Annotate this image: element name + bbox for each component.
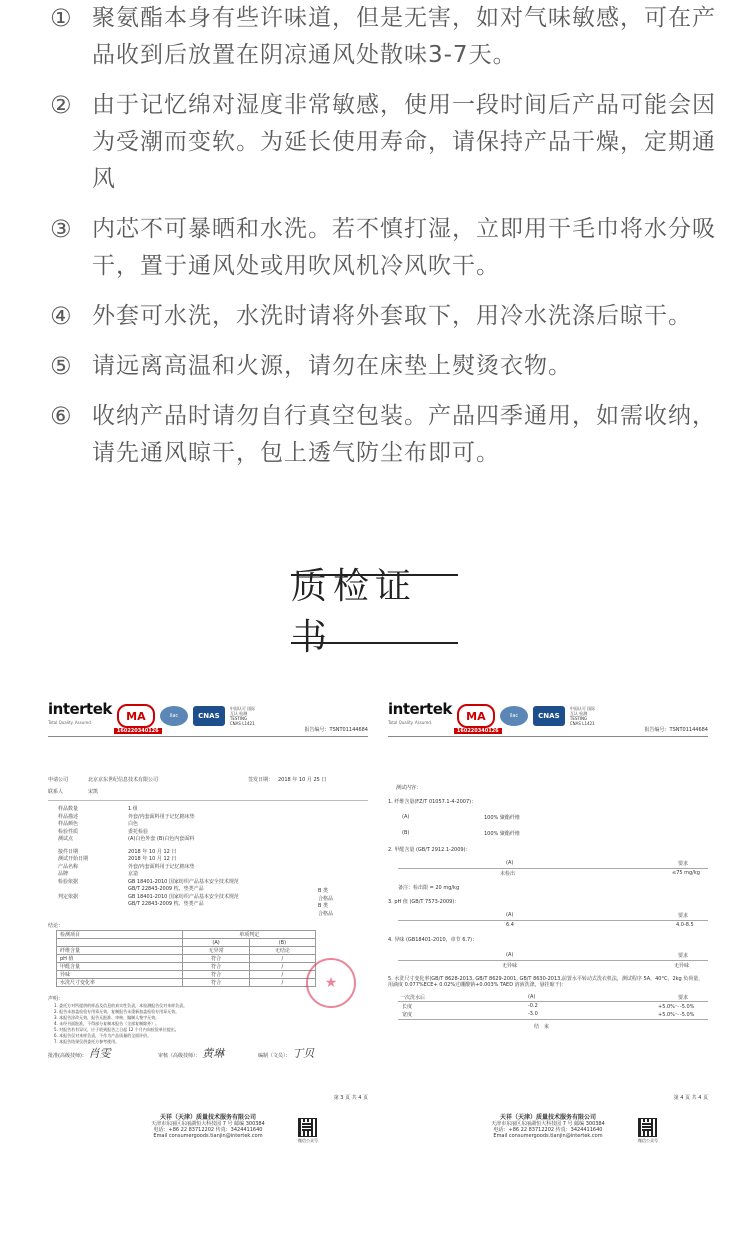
note-item xyxy=(50,211,730,285)
sign-label: 批准(高级技师)： xyxy=(48,1053,87,1059)
field-value: 2018 年 10 月 12 日 xyxy=(128,848,177,855)
sign-label: 编制（文员）： xyxy=(258,1053,291,1059)
ma-badge-icon xyxy=(116,704,159,734)
ma-badge-icon xyxy=(456,704,499,734)
contact-label: 联系人 xyxy=(48,789,64,795)
s5-result: -3.0 xyxy=(528,1011,538,1017)
page-number: 第 4 页 共 4 页 xyxy=(673,1095,708,1101)
col-head: 要求 xyxy=(678,861,689,867)
divider xyxy=(48,736,368,737)
grade: 合格品 xyxy=(318,910,334,917)
s4-result: 无异味 xyxy=(502,963,518,969)
company-name: 天祥（天津）质量技术服务有限公司 xyxy=(499,1114,596,1121)
report-number: 报告编号：TSNT01144684 xyxy=(644,727,708,733)
field-value: GB 18401-2010 国家纺织产品基本安全技术规范 xyxy=(128,893,239,900)
remarks-list xyxy=(54,1003,187,1045)
result-table xyxy=(56,930,316,987)
field-label: 测试点 xyxy=(58,836,74,842)
table-cell: 符合 xyxy=(183,979,249,987)
table-header: 单项判定 xyxy=(183,931,316,939)
field-label: 判定依据 xyxy=(58,893,79,900)
field-label: 样品数量 xyxy=(58,806,79,812)
date-label: 签发日期： xyxy=(248,777,274,783)
note-text: 收纳产品时请勿自行真空包装。产品四季通用，如需收纳，请先通风晾干，包上透气防尘布即可。 xyxy=(92,403,716,466)
field-value: 1 组 xyxy=(128,806,138,812)
ma-text: MA xyxy=(126,709,146,723)
ilac-mra-icon: ilac xyxy=(160,706,188,726)
note-number: ④ xyxy=(50,302,73,330)
col-head: 要求 xyxy=(678,913,689,919)
qr-code-icon xyxy=(298,1118,317,1137)
s5-result: -0.2 xyxy=(528,1003,538,1009)
field-label: 接件日期 xyxy=(58,848,79,855)
divider xyxy=(398,960,708,961)
remark-item: 3. 本报告涂改无效，报告无批准、审核、编制人签字无效。 xyxy=(54,1015,160,1020)
grade: B 类 xyxy=(318,888,329,894)
table-cell: / xyxy=(249,979,315,987)
col-head: (A) xyxy=(506,952,514,958)
company-phone: 电话：+86 22 83712202 传真：3424411640 xyxy=(493,1127,603,1133)
end-mark: 结 束 xyxy=(534,1024,550,1030)
field-label: 产品名称 xyxy=(58,863,79,870)
s1-value: 100% 聚酯纤维 xyxy=(484,831,520,837)
field-value: 外套/内套面料用于记忆棉床垫 xyxy=(128,863,195,870)
section-heading: 2. 甲醛含量 (GB/T 2912.1-2009)： xyxy=(388,847,471,853)
table-cell: 水洗尺寸变化率 xyxy=(57,979,183,987)
brand-sub: Total Quality. Assured. xyxy=(48,720,93,725)
col-head: 要求 xyxy=(678,953,689,959)
company-address: 天津市东丽区东丽湖恒大科技园 7 号 邮编 300384 xyxy=(491,1121,605,1127)
applicant-label: 申请公司 xyxy=(48,777,69,783)
field-value: GB/T 22843-2009 枕、垫类产品 xyxy=(128,901,204,907)
note-text: 内芯不可暴晒和水洗。若不慎打湿，立即用干毛巾将水分吸干，置于通风处或用吹风机冷风吹干。 xyxy=(92,216,716,279)
s2-result: 未检出 xyxy=(500,871,516,877)
grade: 合格品 xyxy=(318,895,334,902)
field-value: GB 18401-2010 国家纺织产品基本安全技术规范 xyxy=(128,878,239,885)
field-label: 测试开始日期 xyxy=(58,856,89,862)
remark-item: 4. 未经书面批准，不得部分复制本报告（全部复制除外）。 xyxy=(54,1021,160,1026)
ma-number: 160220340126 xyxy=(114,728,162,734)
field-value: 2018 年 10 月 12 日 xyxy=(128,856,177,862)
table-row xyxy=(57,947,316,955)
qr-code-icon xyxy=(638,1118,657,1137)
divider xyxy=(388,736,708,737)
report-page-4 xyxy=(388,690,708,1160)
field-value: 委托检验 xyxy=(128,828,149,835)
divider xyxy=(48,800,368,801)
note-number: ① xyxy=(50,4,73,32)
divider xyxy=(398,868,708,869)
note-item xyxy=(50,298,730,335)
table-cell: / xyxy=(249,955,315,963)
note-item xyxy=(50,87,730,198)
table-cell: 无结论 xyxy=(249,947,315,955)
signature-scribble: 肖雯 xyxy=(88,1047,111,1060)
s3-result: 6.4 xyxy=(506,922,514,928)
sign-label: 审核（高级技师）： xyxy=(158,1053,201,1059)
remark-item: 7. 本报告结果仅供委托方参考使用。 xyxy=(54,1039,120,1044)
note-text: 由于记忆绵对湿度非常敏感，使用一段时间后产品可能会因为受潮而变软。为延长使用寿命，请保持产品干燥，定期通风 xyxy=(92,92,716,192)
field-value: 京造 xyxy=(128,871,139,877)
result-label: 结论： xyxy=(48,923,64,929)
cnas-caption: 中国认可 国际互认 检测 TESTING CNAS L1421 xyxy=(229,706,256,726)
note-text: 聚氨酯本身有些许味道，但是无害，如对气味敏感，可在产品收到后放置在阴凉通风处散味3-7天。 xyxy=(92,5,716,68)
divider xyxy=(398,920,708,921)
col-head: (A) xyxy=(528,994,536,1000)
remark-item: 1. 委托方对所提供的样品及信息的真实性负责，本检测报告仅对来样负责。 xyxy=(54,1003,188,1008)
section-title-text: 质检证书 xyxy=(291,566,418,658)
note-number: ② xyxy=(50,91,73,119)
signature-scribble: 黄琳 xyxy=(202,1047,225,1060)
ma-text: MA xyxy=(466,709,486,723)
field-label: 样品描述 xyxy=(58,813,79,820)
table-cell: 符合 xyxy=(183,955,249,963)
brand-text: intertek xyxy=(388,700,452,718)
ilac-mra-icon: ilac xyxy=(500,706,528,726)
remarks-label: 声明： xyxy=(48,996,64,1002)
note-item xyxy=(50,398,730,472)
field-label: 检验依据 xyxy=(58,878,79,885)
s5-item: 宽度 xyxy=(402,1012,413,1018)
intertek-logo xyxy=(388,702,452,730)
company-address: 天津市东丽区东丽湖恒大科技园 7 号 邮编 300384 xyxy=(151,1121,265,1127)
signature-scribble: 丁贝 xyxy=(292,1047,315,1060)
field-value: GB/T 22843-2009 枕、垫类产品 xyxy=(128,886,204,892)
care-notes xyxy=(50,0,730,485)
s3-requirement: 4.0-8.5 xyxy=(676,922,694,928)
cnas-icon xyxy=(533,706,565,726)
table-cell: 无异常 xyxy=(183,947,249,955)
s4-requirement: 无异味 xyxy=(674,963,690,969)
table-row xyxy=(57,931,316,939)
note-text: 外套可水洗，水洗时请将外套取下，用冷水洗涤后晾干。 xyxy=(92,303,692,329)
date-value: 2018 年 10 月 25 日 xyxy=(278,777,327,783)
table-row xyxy=(57,971,316,979)
report-footer xyxy=(388,1115,708,1139)
grade-values xyxy=(318,888,333,918)
applicant-value: 北京京东世纪信息技术有限公司 xyxy=(88,777,159,783)
page-number: 第 3 页 共 4 页 xyxy=(333,1095,368,1101)
section-heading: 1. 纤维含量(FZ/T 01057.1-4-2007)： xyxy=(388,799,477,805)
table-row xyxy=(57,963,316,971)
company-email: Email consumergoods.tianjin@intertek.com xyxy=(493,1133,603,1139)
table-header: (B) xyxy=(249,939,315,947)
remark-item: 2. 报告未加盖检验专用章无效，复制报告未重新加盖检验专用章无效。 xyxy=(54,1009,180,1014)
table-row xyxy=(57,979,316,987)
brand-text: intertek xyxy=(48,700,112,718)
field-value: 外套/内套面料用于记忆棉床垫 xyxy=(128,813,195,820)
remark-item: 6. 本报告仅对来样负责，不作为产品质量的全面评价。 xyxy=(54,1033,152,1038)
brand-sub: Total Quality. Assured. xyxy=(388,720,433,725)
section-title xyxy=(291,566,458,658)
col-head: 一次洗水后 xyxy=(400,995,426,1001)
field-values xyxy=(128,806,239,909)
s5-item: 长度 xyxy=(402,1004,413,1010)
table-cell: pH 值 xyxy=(57,955,183,963)
table-row xyxy=(57,939,316,947)
divider xyxy=(398,1001,708,1002)
note-number: ⑤ xyxy=(50,352,73,380)
field-label: 样品颜色 xyxy=(58,821,79,827)
note-text: 请远离高温和火源，请勿在床垫上熨烫衣物。 xyxy=(92,353,572,379)
ma-number: 160220340126 xyxy=(454,728,502,734)
content-label: 测试内容： xyxy=(396,785,422,791)
field-labels xyxy=(58,806,88,901)
company-name: 天祥（天津）质量技术服务有限公司 xyxy=(159,1114,256,1121)
s5-requirement: +5.0%～-5.0% xyxy=(658,1004,695,1010)
editor-signature xyxy=(258,1045,314,1061)
cnas-text: CNAS xyxy=(198,712,220,720)
qr-caption: 微信公众号 xyxy=(298,1138,318,1143)
field-value: 白色 xyxy=(128,821,139,827)
contact-value: 宋凯 xyxy=(88,789,99,795)
s1-sample: (B) xyxy=(402,830,410,836)
cnas-icon xyxy=(193,706,225,726)
cnas-caption: 中国认可 国际互认 检测 TESTING CNAS L1421 xyxy=(569,706,596,726)
divider xyxy=(398,1019,708,1020)
note-number: ③ xyxy=(50,215,73,243)
intertek-logo xyxy=(48,702,112,730)
s2-requirement: ≤75 mg/kg xyxy=(672,870,700,876)
report-footer xyxy=(48,1115,368,1139)
report-page-3 xyxy=(48,690,368,1160)
table-cell: 异味 xyxy=(57,971,183,979)
field-value: (A)白色外套 (B)白色内套面料 xyxy=(128,836,195,842)
report-logos xyxy=(48,698,256,734)
note-item xyxy=(50,348,730,385)
table-cell: 符合 xyxy=(183,963,249,971)
company-email: Email consumergoods.tianjin@intertek.com xyxy=(153,1133,263,1139)
note-item xyxy=(50,0,730,74)
inspection-stamp-icon: ★ xyxy=(306,958,356,1008)
remark-item: 5. 对报告若有异议，应于收到报告之日起 12 个月内向检验单位提出。 xyxy=(54,1027,179,1032)
section-heading: 3. pH 值 (GB/T 7573-2009)： xyxy=(388,899,460,905)
grade: B 类 xyxy=(318,903,329,909)
table-header: 检测项目 xyxy=(57,931,183,939)
note-number: ⑥ xyxy=(50,402,73,430)
field-label: 品牌 xyxy=(58,871,69,877)
field-label: 检验性质 xyxy=(58,828,79,835)
cnas-text: CNAS xyxy=(538,712,560,720)
s1-sample: (A) xyxy=(402,814,410,820)
s5-requirement: +5.0%～-5.0% xyxy=(658,1012,695,1018)
section-heading: 4. 异味 (GB18401-2010，章节 6.7)： xyxy=(388,937,478,943)
s2-note: 备注：检出限 = 20 mg/kg xyxy=(398,885,460,891)
col-head: (A) xyxy=(506,860,514,866)
table-row xyxy=(57,955,316,963)
table-cell: / xyxy=(249,971,315,979)
qr-caption: 微信公众号 xyxy=(638,1138,658,1143)
reviewer-signature xyxy=(158,1045,224,1061)
s1-value: 100% 聚酯纤维 xyxy=(484,815,520,821)
col-head: 要求 xyxy=(678,995,689,1001)
company-phone: 电话：+86 22 83712202 传真：3424411640 xyxy=(153,1127,263,1133)
table-cell: 甲醛含量 xyxy=(57,963,183,971)
approver-signature xyxy=(48,1045,111,1061)
section-heading: 5. 水洗尺寸变化率(GB/T 8628-2013, GB/T 8629-2001, GB/T 8630-2013,前置水平转动式洗衣机法，测试程序 5A，40°C，2kg 负荷量，用滴度 0.077%ECE+ 0.02%过硼酸钠+0.003% TAED 溶液洗涤，悬挂晾干)： xyxy=(388,976,704,988)
table-cell: 纤维含量 xyxy=(57,947,183,955)
col-head: (A) xyxy=(506,912,514,918)
report-number: 报告编号：TSNT01144684 xyxy=(304,727,368,733)
table-cell: / xyxy=(249,963,315,971)
report-logos xyxy=(388,698,596,734)
table-header: (A) xyxy=(183,939,249,947)
table-cell: 符合 xyxy=(183,971,249,979)
